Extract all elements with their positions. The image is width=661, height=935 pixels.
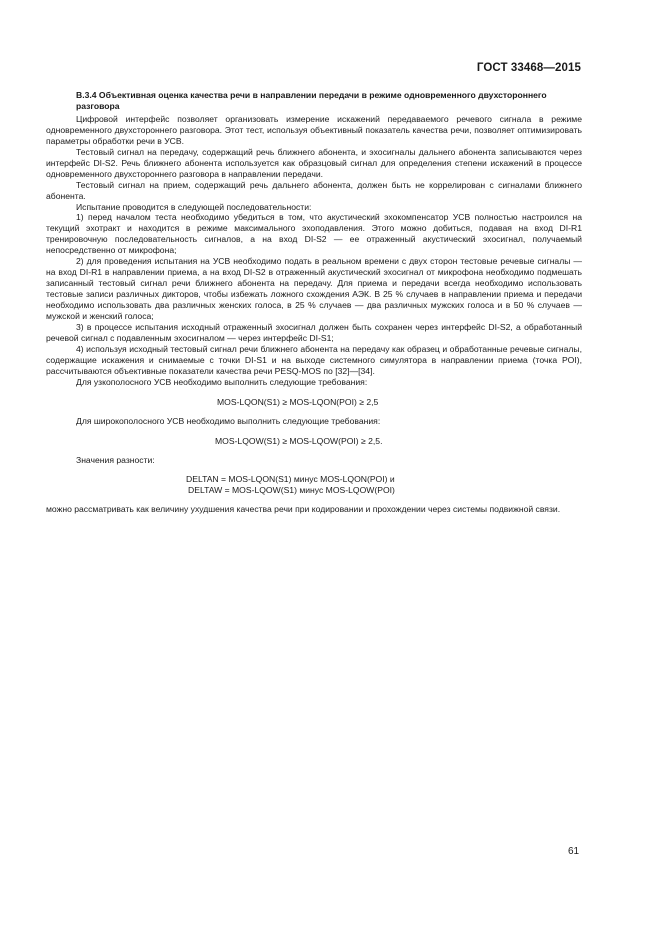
- difference-formulas: [46, 474, 582, 496]
- list-item: 4) используя исходный тестовый сигнал речи ближнего абонента на передачу как образец и обработанные речевые сигналы, содержащие искажения и снимаемые с точки DI-S1 и на выходе системного симулятора в направлении приема (точка POI), рассчитываются объективные показатели качества речи PESQ-MOS по [32]—[34].: [46, 343, 582, 376]
- paragraph: Цифровой интерфейс позволяет организовать измерение искажений передаваемого речевого сигнала в режиме одновременного двухстороннего разговора. Этот тест, используя объективный показатель качества речи, позволяет оптимизировать параметры обработки речи в УСВ.: [46, 113, 582, 146]
- paragraph: Значения разности:: [76, 454, 155, 465]
- paragraph: Для узкополосного УСВ необходимо выполнить следующие требования:: [76, 376, 368, 387]
- paragraph: Тестовый сигнал на прием, содержащий речь дальнего абонента, должен быть не коррелирован с сигналами ближнего абонента.: [46, 179, 582, 201]
- formula-deltan: DELTAN = MOS-LQON(S1) минус MOS-LQON(POI) и: [186, 473, 395, 484]
- paragraph: Испытание проводится в следующей последовательности:: [76, 201, 312, 212]
- section-title: В.3.4 Объективная оценка качества речи в направлении передачи в режиме одновременного двухстороннего разговора: [76, 90, 547, 111]
- paragraph: Для широкополосного УСВ необходимо выполнить следующие требования:: [76, 415, 381, 426]
- standard-header: ГОСТ 33468—2015: [476, 62, 581, 74]
- paragraph: можно рассматривать как величину ухудшения качества речи при кодировании и прохождении через системы подвижной связи.: [46, 504, 561, 515]
- formula-narrowband: [46, 397, 582, 408]
- page-number: 61: [568, 846, 580, 857]
- formula-deltaw: DELTAW = MOS-LQOW(S1) минус MOS-LQOW(POI): [188, 484, 395, 495]
- paragraph: Тестовый сигнал на передачу, содержащий речь ближнего абонента, и эхосигналы дальнего абонента записываются через интерфейс DI-S2. Речь ближнего абонента используется как образцовый сигнал для определения степени искажений в процессе одновременного двухстороннего разговора в направлении передачи.: [46, 146, 582, 179]
- document-body: [46, 90, 582, 515]
- formula-text: MOS-LQON(S1) ≥ MOS-LQON(POI) ≥ 2,5: [217, 396, 379, 407]
- list-item: 3) в процессе испытания исходный отраженный эхосигнал должен быть сохранен через интерфейс DI-S2, а обработанный речевой сигнал с подавленным эхосигналом — через интерфейс DI-S1;: [46, 322, 582, 343]
- list-item: 2) для проведения испытания на УСВ необходимо подать в реальном времени с двух сторон тестовые речевые сигналы — на вход DI-R1 в направлении приема, а на вход DI-S2 в отраженный акустический эхосигнал от микрофона необходимо подмешать записанный тестовый сигнал речи ближнего абонента на передачу. Для приема и передачи всегда необходимо использовать тестовые записи различных дикторов, чтобы избежать ложного схождения АЭК. В 25 % случаев в направлении приема и передачи необходимо использовать два различных женских голоса, в 25 % случаев — два различных мужских голоса и в 50 % случаев — мужской и женский голоса;: [46, 256, 582, 322]
- formula-wideband: [46, 436, 582, 447]
- formula-text: MOS-LQOW(S1) ≥ MOS-LQOW(POI) ≥ 2,5.: [215, 435, 383, 446]
- list-item: 1) перед началом теста необходимо убедиться в том, что акустический эхокомпенсатор УСВ полностью настроился на текущий эхотракт и находится в режиме максимального эхоподавления. Этого можно добиться, подавая на вход DI-R1 тренировочную последовательность сигналов, а на вход DI-S2 — ее отраженный акустический эхосигнал, получаемый непосредственно от микрофона;: [46, 212, 582, 256]
